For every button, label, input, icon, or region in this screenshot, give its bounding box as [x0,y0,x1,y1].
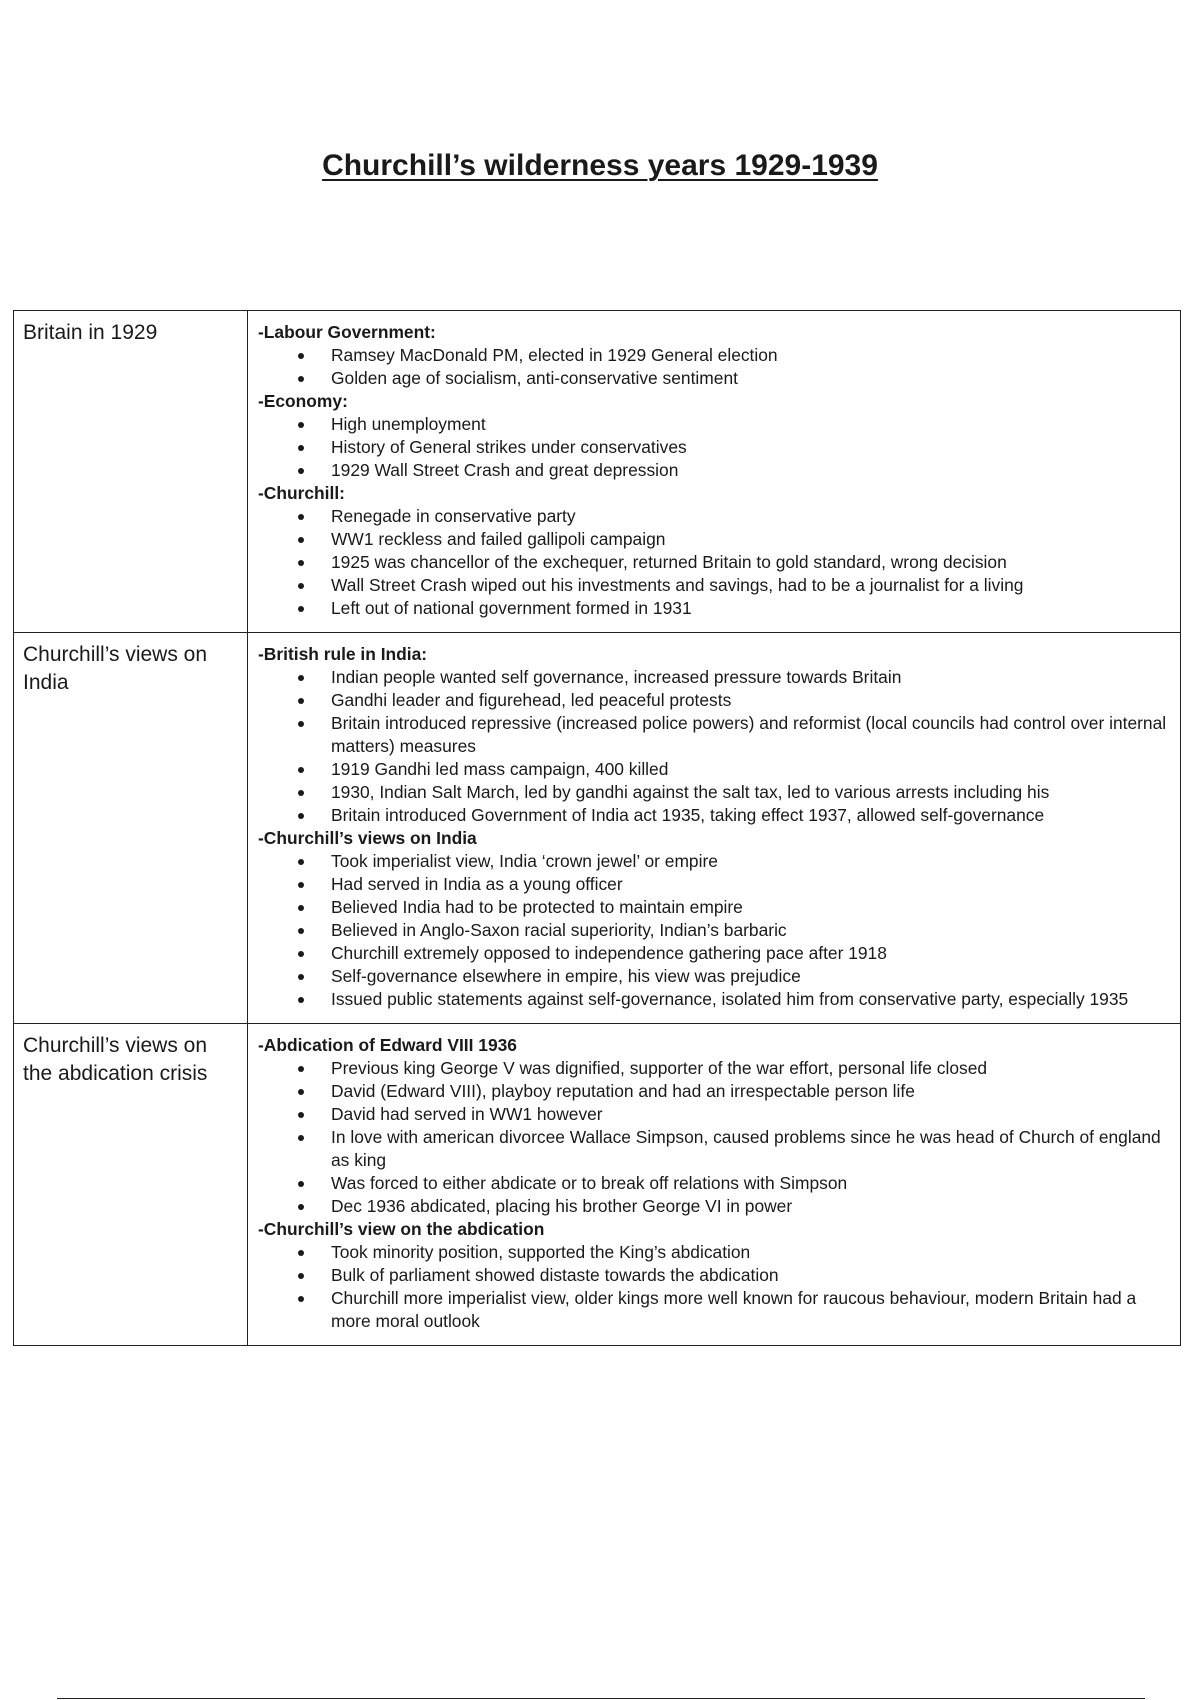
list-item: Had served in India as a young officer [331,873,1172,896]
list-item: Golden age of socialism, anti-conservative sentiment [331,367,1172,390]
list-item: Churchill more imperialist view, older kings more well known for raucous behaviour, modern Britain had a more moral outlook [331,1287,1172,1333]
bullet-list [258,344,1172,390]
bullet-list [258,505,1172,620]
list-item: WW1 reckless and failed gallipoli campaign [331,528,1172,551]
list-item: Churchill extremely opposed to independence gathering pace after 1918 [331,942,1172,965]
list-item: David had served in WW1 however [331,1103,1172,1126]
section-heading: -British rule in India: [258,644,428,664]
list-item: 1919 Gandhi led mass campaign, 400 killed [331,758,1172,781]
bullet-list [258,1057,1172,1218]
list-item: 1925 was chancellor of the exchequer, returned Britain to gold standard, wrong decision [331,551,1172,574]
table-row [14,311,1181,633]
list-item: Dec 1936 abdicated, placing his brother George VI in power [331,1195,1172,1218]
list-item: Issued public statements against self-governance, isolated him from conservative party, especially 1935 [331,988,1172,1011]
list-item: Renegade in conservative party [331,505,1172,528]
bullet-list [258,1241,1172,1333]
list-item: Took minority position, supported the King’s abdication [331,1241,1172,1264]
list-item: Was forced to either abdicate or to break off relations with Simpson [331,1172,1172,1195]
list-item: 1929 Wall Street Crash and great depression [331,459,1172,482]
section-heading: -Churchill’s views on India [258,828,477,848]
table-row [14,633,1181,1024]
page-title-text: Churchill’s wilderness years 1929-1939 [322,149,878,182]
list-item: Wall Street Crash wiped out his investments and savings, had to be a journalist for a living [331,574,1172,597]
list-item: History of General strikes under conservatives [331,436,1172,459]
topic-cell: Britain in 1929 [14,311,248,633]
notes-table-body [14,311,1181,1346]
list-item: Ramsey MacDonald PM, elected in 1929 General election [331,344,1172,367]
bullet-list [258,850,1172,1011]
list-item: Believed in Anglo-Saxon racial superiority, Indian’s barbaric [331,919,1172,942]
list-item: Indian people wanted self governance, increased pressure towards Britain [331,666,1172,689]
list-item: David (Edward VIII), playboy reputation and had an irrespectable person life [331,1080,1172,1103]
list-item: Left out of national government formed in 1931 [331,597,1172,620]
section-heading: -Economy: [258,391,348,411]
list-item: Gandhi leader and figurehead, led peaceful protests [331,689,1172,712]
list-item: High unemployment [331,413,1172,436]
list-item: Britain introduced repressive (increased police powers) and reformist (local councils had control over internal matters) measures [331,712,1172,758]
content-cell [248,1024,1181,1346]
topic-cell: Churchill’s views on India [14,633,248,1024]
list-item: Britain introduced Government of India act 1935, taking effect 1937, allowed self-governance [331,804,1172,827]
section-heading: -Churchill: [258,483,345,503]
topic-cell: Churchill’s views on the abdication crisis [14,1024,248,1346]
notes-table [13,310,1181,1346]
content-cell [248,311,1181,633]
section-heading: -Labour Government: [258,322,436,342]
page-title [0,146,1200,186]
section-heading: -Abdication of Edward VIII 1936 [258,1035,517,1055]
table-row [14,1024,1181,1346]
list-item: Bulk of parliament showed distaste towards the abdication [331,1264,1172,1287]
list-item: Self-governance elsewhere in empire, his view was prejudice [331,965,1172,988]
list-item: Believed India had to be protected to maintain empire [331,896,1172,919]
list-item: Took imperialist view, India ‘crown jewel’ or empire [331,850,1172,873]
footer-divider [57,1698,1145,1699]
bullet-list [258,413,1172,482]
list-item: Previous king George V was dignified, supporter of the war effort, personal life closed [331,1057,1172,1080]
section-heading: -Churchill’s view on the abdication [258,1219,545,1239]
content-cell [248,633,1181,1024]
bullet-list [258,666,1172,827]
list-item: 1930, Indian Salt March, led by gandhi against the salt tax, led to various arrests including his [331,781,1172,804]
list-item: In love with american divorcee Wallace Simpson, caused problems since he was head of Church of england as king [331,1126,1172,1172]
